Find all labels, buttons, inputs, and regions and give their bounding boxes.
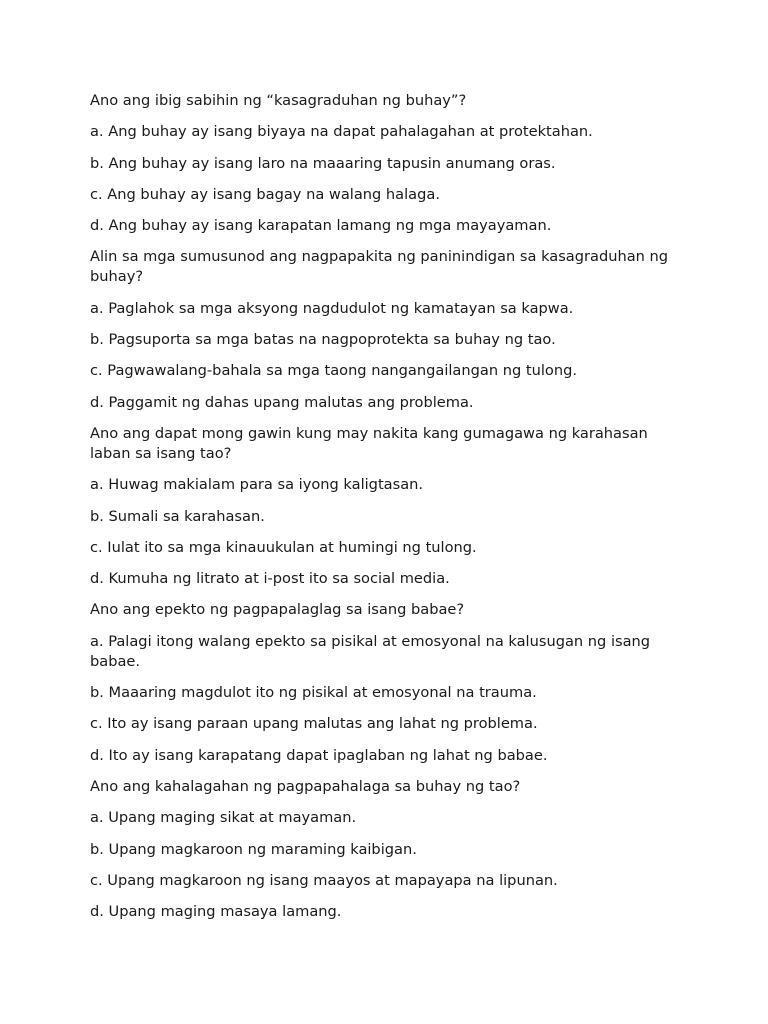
question-3-choice-a: a. Huwag makialam para sa iyong kaligtasan. [90, 476, 424, 494]
question-1-choice-a: a. Ang buhay ay isang biyaya na dapat pahalagahan at protektahan. [90, 123, 593, 141]
document-page [90, 91, 682, 933]
question-2-choice-a: a. Paglahok sa mga aksyong nagdudulot ng kamatayan sa kapwa. [90, 299, 574, 317]
question-4-choice-a: a. Palagi itong walang epekto sa pisikal at emosyonal na kalusugan ng isang babae. [90, 632, 651, 670]
question-5-choice-b: b. Upang magkaroon ng maraming kaibigan. [90, 840, 417, 858]
question-2-choice-b: b. Pagsuporta sa mga batas na nagpoprotekta sa buhay ng tao. [90, 331, 556, 349]
question-2: Alin sa mga sumusunod ang nagpapakita ng paninindigan sa kasagraduhan ng buhay? [90, 248, 669, 286]
question-3-choice-c: c. Iulat ito sa mga kinauukulan at humingi ng tulong. [90, 538, 477, 556]
question-5: Ano ang kahalagahan ng pagpapahalaga sa buhay ng tao? [90, 777, 521, 795]
question-3-choice-b: b. Sumali sa karahasan. [90, 507, 265, 525]
question-4: Ano ang epekto ng pagpapalaglag sa isang babae? [90, 601, 465, 619]
question-5-choice-c: c. Upang magkaroon ng isang maayos at mapayapa na lipunan. [90, 871, 558, 889]
question-2-choice-d: d. Paggamit ng dahas upang malutas ang problema. [90, 393, 474, 411]
question-2-choice-c: c. Pagwawalang-bahala sa mga taong nangangailangan ng tulong. [90, 362, 577, 380]
question-1: Ano ang ibig sabihin ng “kasagraduhan ng buhay”? [90, 92, 467, 109]
question-4-choice-d: d. Ito ay isang karapatang dapat ipaglaban ng lahat ng babae. [90, 746, 548, 764]
question-1-choice-c: c. Ang buhay ay isang bagay na walang halaga. [90, 185, 440, 203]
question-1-choice-b: b. Ang buhay ay isang laro na maaaring tapusin anumang oras. [90, 154, 556, 172]
question-5-choice-a: a. Upang maging sikat at mayaman. [90, 809, 357, 827]
question-3: Ano ang dapat mong gawin kung may nakita kang gumagawa ng karahasan laban sa isang tao? [90, 424, 648, 462]
question-4-choice-c: c. Ito ay isang paraan upang malutas ang lahat ng problema. [90, 715, 538, 733]
question-5-choice-d: d. Upang maging masaya lamang. [90, 903, 342, 921]
question-4-choice-b: b. Maaaring magdulot ito ng pisikal at emosyonal na trauma. [90, 684, 537, 702]
question-1-choice-d: d. Ang buhay ay isang karapatan lamang ng mga mayayaman. [90, 217, 552, 235]
question-3-choice-d: d. Kumuha ng litrato at i-post ito sa social media. [90, 570, 450, 588]
